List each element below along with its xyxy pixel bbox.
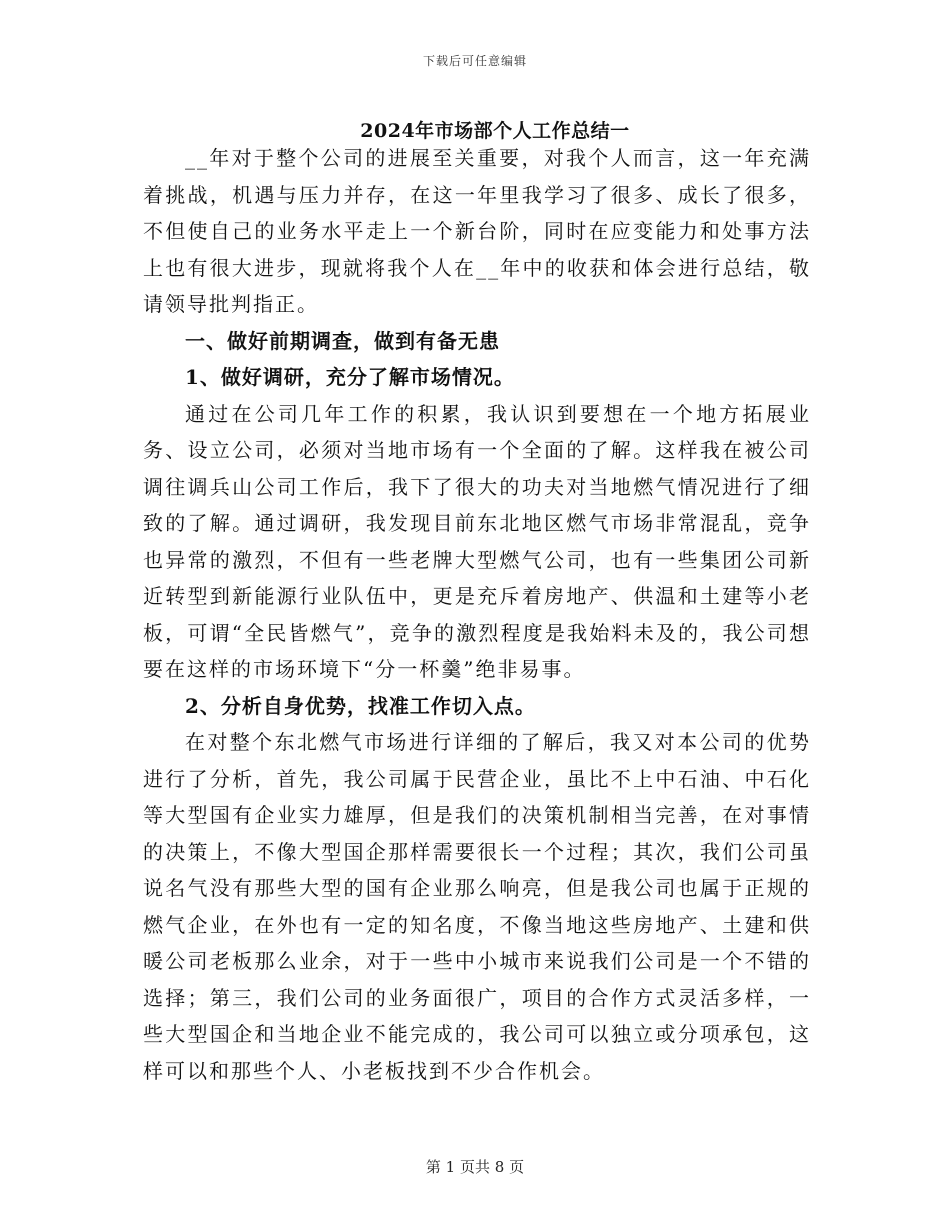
document-body bbox=[143, 140, 811, 1089]
subsection-1-paragraph: 通过在公司几年工作的积累，我认识到要想在一个地方拓展业务、设立公司，必须对当地市场有一个全面的了解。这样我在被公司调往调兵山公司工作后，我下了很大的功夫对当地燃气情况进行了细致的了解。通过调研，我发现目前东北地区燃气市场非常混乱，竞争也异常的激烈，不但有一些老牌大型燃气公司，也有一些集团公司新近转型到新能源行业队伍中，更是充斥着房地产、供温和土建等小老板，可谓“全民皆燃气”，竞争的激烈程度是我始料未及的，我公司想要在这样的市场环境下“分一杯羹”绝非易事。 bbox=[143, 401, 811, 681]
document-title: 2024年市场部个人工作总结一 bbox=[360, 120, 630, 142]
page-number-footer: 第 1 页共 8 页 bbox=[425, 1158, 525, 1176]
subsection-2-paragraph: 在对整个东北燃气市场进行详细的了解后，我又对本公司的优势进行了分析，首先，我公司属于民营企业，虽比不上中石油、中石化等大型国有企业实力雄厚，但是我们的决策机制相当完善，在对事情的决策上，不像大型国企那样需要很长一个过程；其次，我们公司虽说名气没有那些大型的国有企业那么响亮，但是我公司也属于正规的燃气企业，在外也有一定的知名度，不像当地这些房地产、土建和供暖公司老板那么业余，对于一些中小城市来说我们公司是一个不错的选择；第三，我们公司的业务面很广，项目的合作方式灵活多样，一些大型国企和当地企业不能完成的，我公司可以独立或分项承包，这样可以和那些个人、小老板找到不少合作机会。 bbox=[143, 730, 811, 1083]
intro-paragraph: __年对于整个公司的进展至关重要，对我个人而言，这一年充满着挑战，机遇与压力并存，在这一年里我学习了很多、成长了很多，不但使自己的业务水平走上一个新台阶，同时在应变能力和处事方法上也有很大进步，现就将我个人在__年中的收获和体会进行总结，敬请领导批判指正。 bbox=[143, 146, 811, 316]
subsection-1-heading: 1、做好调研，充分了解市场情况。 bbox=[185, 365, 515, 389]
page-header-note: 下载后可任意编辑 bbox=[422, 54, 527, 68]
subsection-2-heading: 2、分析自身优势，找准工作切入点。 bbox=[185, 693, 536, 718]
section-1-heading: 一、做好前期调查，做到有备无患 bbox=[185, 328, 500, 353]
